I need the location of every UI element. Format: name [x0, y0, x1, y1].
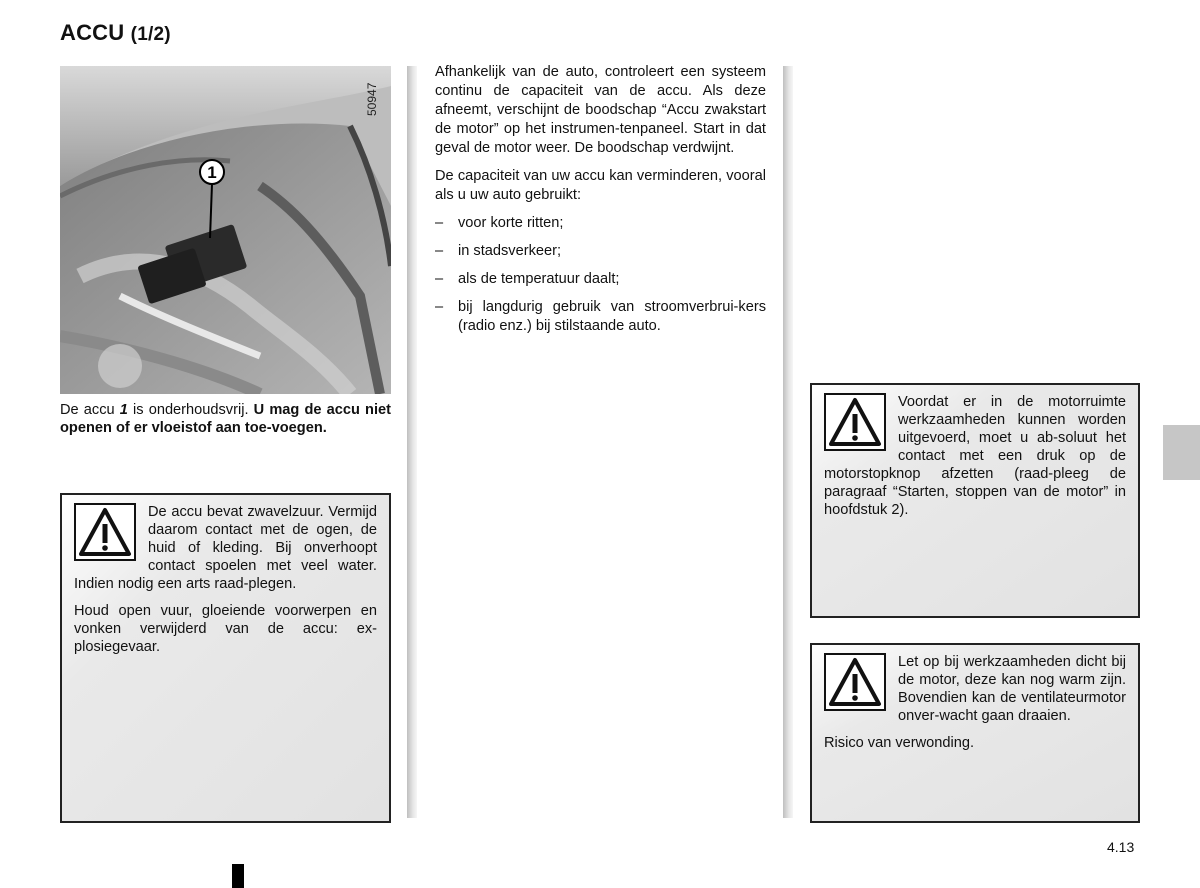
caption-text-2: is onderhoudsvrij.	[127, 402, 254, 418]
main-text-column	[435, 63, 766, 345]
warning-hot-engine-text-2: Risico van verwonding.	[824, 735, 975, 751]
caption-callout-ref: 1	[119, 402, 128, 418]
capacity-paragraph: Afhankelijk van de auto, controleert een systeem continu de capaciteit van de accu. Als deze afneemt, verschijnt de boodschap “Accu zwakstart de motor” op het instrumen-tenpaneel. Start in dat geval de motor weer. De boodschap verdwijnt.	[435, 64, 766, 156]
warning-triangle-icon	[824, 653, 886, 711]
figure-callout: 1	[207, 163, 217, 182]
engine-bay-photo	[60, 66, 391, 394]
figure-caption	[60, 401, 391, 437]
warning-box-battery-acid	[60, 493, 391, 823]
warning-battery-text-2: Houd open vuur, gloeiende voorwerpen en vonken verwijderd van de accu: ex-plosiegevaar.	[74, 603, 377, 655]
page-title-text: ACCU	[60, 20, 125, 45]
list-item: – bij langdurig gebruik van stroomverbrui-kers (radio enz.) bij stilstaande auto.	[435, 299, 766, 334]
caption-bold-warning: U mag de accu niet openen of er vloeistof aan toe-voegen.	[60, 402, 391, 436]
column-divider	[407, 66, 417, 818]
warning-engine-bay-text: Voordat er in de motorruimte werkzaamheden kunnen worden uitgevoerd, moet u ab-soluut het contact met een druk op de motorstopknop afzetten (raad-pleeg de paragraaf “Starten, stoppen van de motor” in hoofdstuk 2).	[824, 394, 1126, 518]
warning-hot-engine-text-1: Let op bij werkzaamheden dicht bij de motor, deze kan nog warm zijn. Bovendien kan de ventilateurmotor onver-wacht gaan draaien.	[898, 654, 1126, 724]
page-number: 4.13	[1107, 839, 1135, 855]
print-registration-mark	[232, 864, 244, 888]
capacity-reduction-intro: De capaciteit van uw accu kan verminderen, vooral als u uw auto gebruikt:	[435, 168, 766, 203]
list-item: – voor korte ritten;	[435, 215, 564, 231]
capacity-list	[435, 214, 766, 336]
warning-box-hot-engine	[810, 643, 1140, 823]
caption-text: De accu	[60, 402, 120, 418]
figure-ref-code	[359, 72, 383, 118]
list-item: – als de temperatuur daalt;	[435, 271, 620, 287]
column-divider	[783, 66, 793, 818]
warning-battery-text-1: De accu bevat zwavelzuur. Vermijd daarom contact met de ogen, de huid of kleding. Bij onverhoopt contact spoelen met veel water. Indien nodig een arts raad-plegen.	[74, 504, 377, 592]
page-title-part: (1/2)	[130, 24, 171, 45]
section-thumb-tab	[1163, 425, 1200, 480]
page-title	[60, 20, 171, 46]
warning-triangle-icon	[74, 503, 136, 561]
list-item: – in stadsverkeer;	[435, 243, 562, 259]
figure-ref-code-text: 50947	[365, 82, 379, 116]
warning-box-engine-bay	[810, 383, 1140, 618]
warning-triangle-icon	[824, 393, 886, 451]
